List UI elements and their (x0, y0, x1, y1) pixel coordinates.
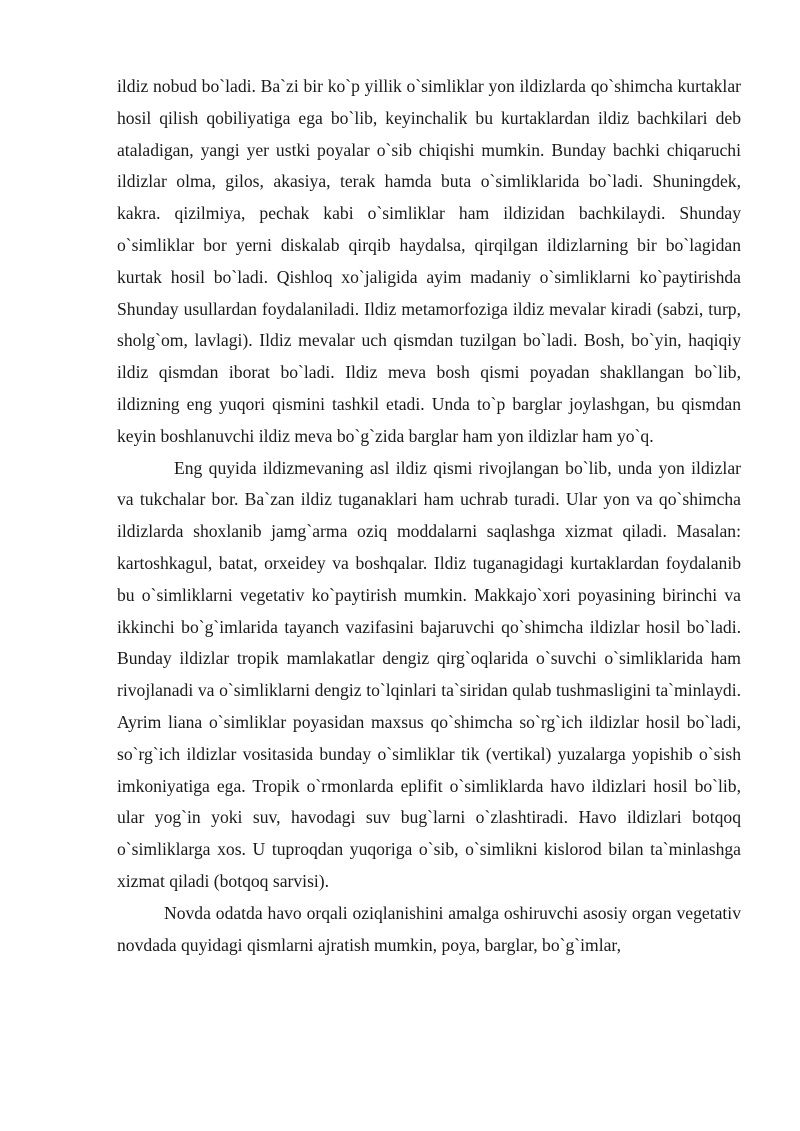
document-body (117, 71, 741, 961)
paragraph-root-buds: ildiz nobud bo`ladi. Ba`zi bir ko`p yillik o`simliklar yon ildizlarda qo`shimcha kurtaklar hosil qilish qobiliyatiga ega bo`lib, keyinchalik bu kurtaklardan ildiz bachkilari deb ataladigan, yangi yer ustki poyalar o`sib chiqishi mumkin. Bunday bachki chiqaruchi ildizlar olma, gilos, akasiya, terak hamda buta o`simliklarida bo`ladi. Shuningdek, kakra. qizilmiya, pechak kabi o`simliklar ham ildizidan bachkilaydi. Shunday o`simliklar bor yerni diskalab qirqib haydalsa, qirqilgan ildizlarning bir bo`lagidan kurtak hosil bo`ladi. Qishloq xo`jaligida ayim madaniy o`simliklarni ko`paytirishda Shunday usullardan foydalaniladi. Ildiz metamorfoziga ildiz mevalar kiradi (sabzi, turp, sholg`om, lavlagi). Ildiz mevalar uch qismdan tuzilgan bo`ladi. Bosh, bo`yin, haqiqiy ildiz qismdan iborat bo`ladi. Ildiz meva bosh qismi poyadan shakllangan bo`lib, ildizning eng yuqori qismini tashkil etadi. Unda to`p barglar joylashgan, bu qismdan keyin boshlanuvchi ildiz meva bo`g`zida barglar ham yon ildizlar ham yo`q. (117, 76, 741, 446)
paragraph-shoot: Novda odatda havo orqali oziqlanishini amalga oshiruvchi asosiy organ vegetativ novdada quyidagi qismlarni ajratish mumkin, poya, barglar, bo`g`imlar, (117, 902, 741, 955)
paragraph-root-tubers: Eng quyida ildizmevaning asl ildiz qismi rivojlangan bo`lib, unda yon ildizlar va tukchalar bor. Ba`zan ildiz tuganaklari ham uchrab turadi. Ular yon va qo`shimcha ildizlarda shoxlanib jamg`arma oziq moddalarni saqlashga xizmat qiladi. Masalan: kartoshkagul, batat, orxeidey va boshqalar. Ildiz tuganagidagi kurtaklardan foydalanib bu o`simliklarni vegetativ ko`paytirish mumkin. Makkajo`xori poyasining birinchi va ikkinchi bo`g`imlarida tayanch vazifasini bajaruvchi qo`shimcha ildizlar hosil bo`ladi. Bunday ildizlar tropik mamlakatlar dengiz qirg`oqlarida o`suvchi o`simliklarida ham rivojlanadi va o`simliklarni dengiz to`lqinlari ta`siridan qulab tushmasligini ta`minlaydi. Ayrim liana o`simliklar poyasidan maxsus qo`shimcha so`rg`ich ildizlar hosil bo`ladi, so`rg`ich ildizlar vositasida bunday o`simliklar tik (vertikal) yuzalarga yopishib o`sish imkoniyatiga ega. Tropik o`rmonlarda eplifit o`simliklarda havo ildizlari hosil bo`lib, ular yog`in yoki suv, havodagi suv bug`larni o`zlashtiradi. Havo ildizlari botqoq o`simliklarga xos. U tuproqdan yuqoriga o`sib, o`simlikni kislorod bilan ta`minlashga xizmat qiladi (botqoq sarvisi). (117, 457, 741, 891)
